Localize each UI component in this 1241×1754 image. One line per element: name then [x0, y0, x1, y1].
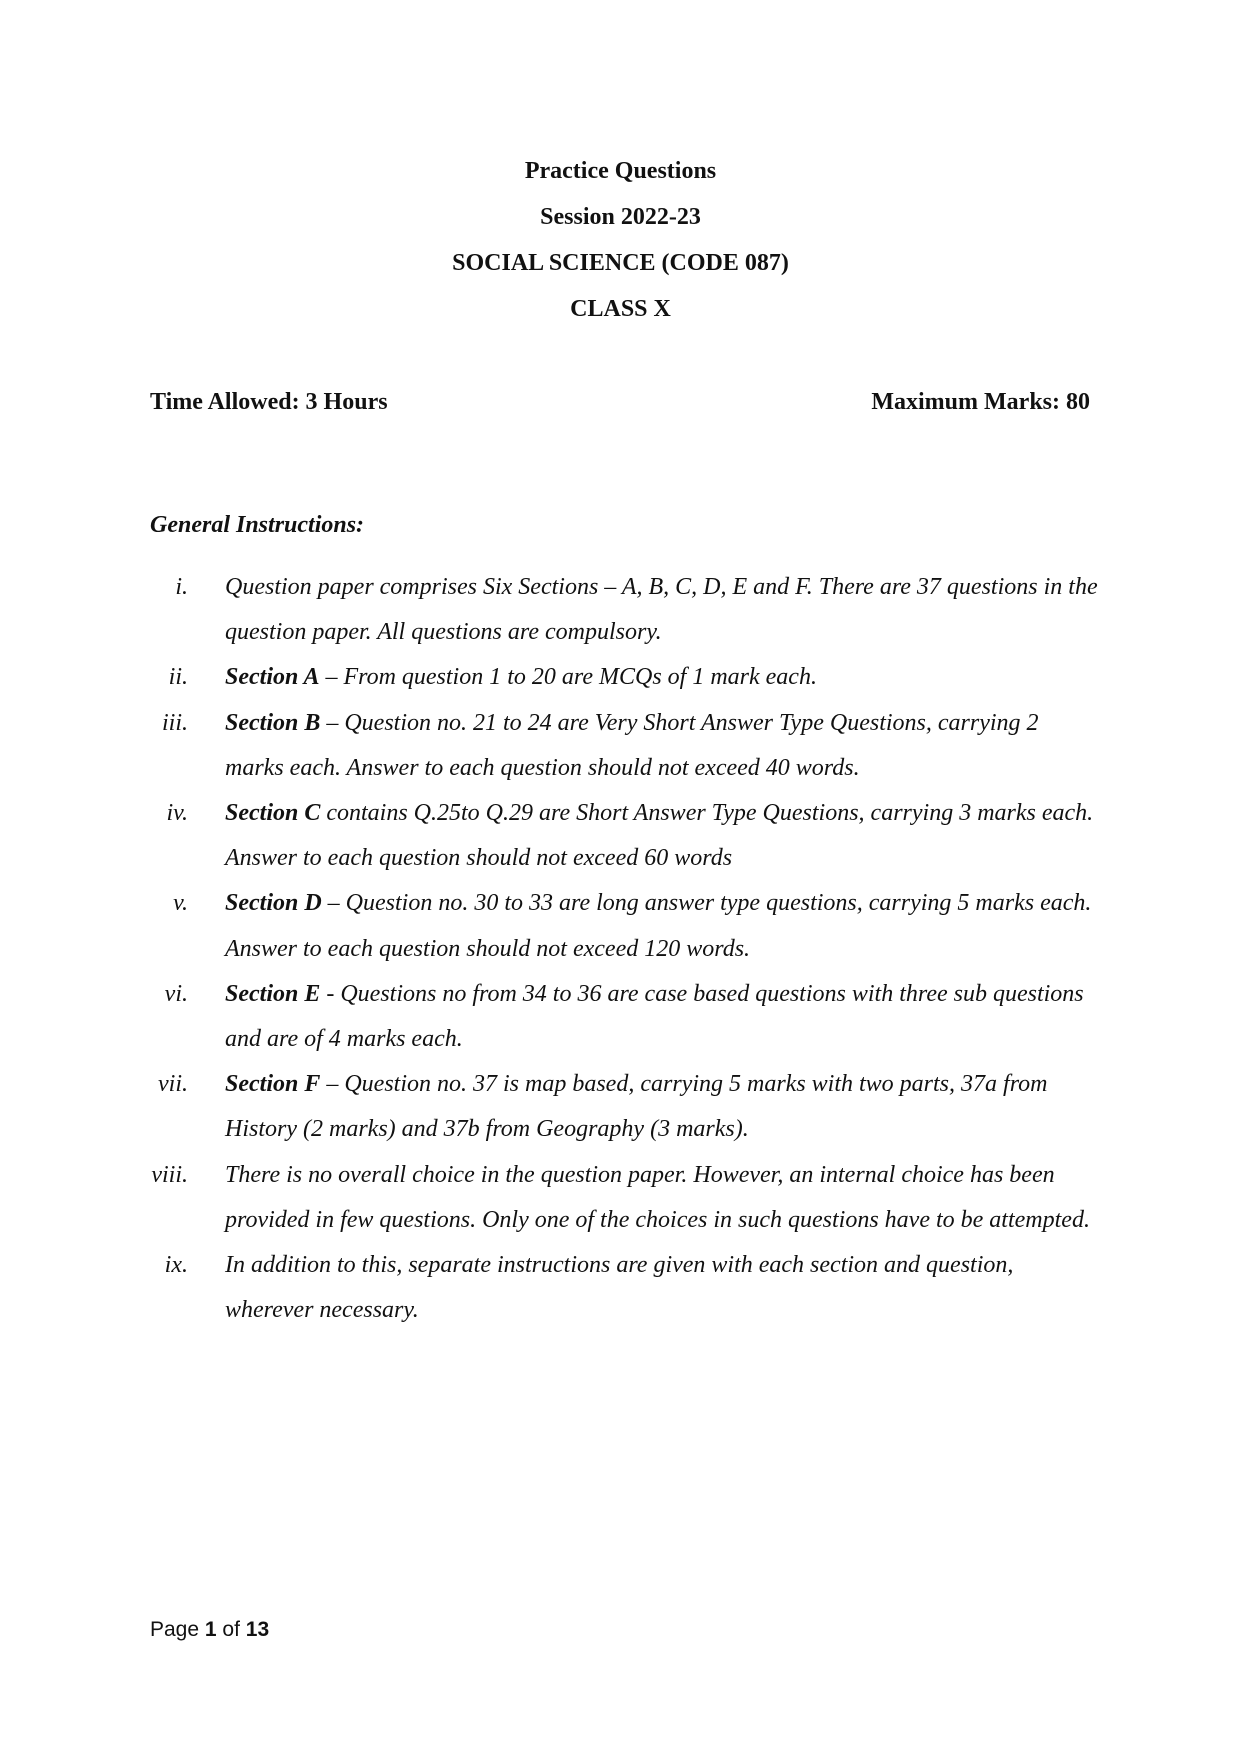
page-word: Page [150, 1618, 200, 1641]
instruction-number: ii. [168, 664, 188, 691]
instruction-section: Section D [225, 890, 322, 917]
instruction-number: iv. [166, 800, 188, 827]
instruction-text: There is no overall choice in the question paper. However, an internal choice has been provided in few questions. Only one of the choices in such questions have to be attempted. [225, 1161, 1090, 1233]
instruction-text: - Questions no from 34 to 36 are case based questions with three sub questions and are of 4 marks each. [225, 980, 1084, 1053]
instruction-item [120, 791, 1100, 881]
instruction-number: v. [173, 890, 188, 917]
instruction-item [120, 655, 1100, 700]
instruction-text: – Question no. 21 to 24 are Very Short Answer Type Questions, carrying 2 marks each. Answer to each question should not exceed 40 words. [225, 709, 1039, 781]
session-label: Session 2022-23 [540, 204, 701, 230]
instruction-text: In addition to this, separate instructions are given with each section and question, wherever necessary. [225, 1252, 1014, 1324]
of-word: of [222, 1618, 240, 1641]
instruction-section: Section C [225, 800, 321, 827]
instruction-item [120, 1062, 1100, 1152]
maximum-marks: Maximum Marks: 80 [871, 389, 1090, 415]
instruction-number: i. [175, 574, 188, 600]
instruction-number: iii. [161, 709, 188, 736]
time-allowed: Time Allowed: 3 Hours [150, 389, 388, 415]
instruction-text: Question paper comprises Six Sections – A, B, C, D, E and F. There are 37 questions in the question paper. All questions are compulsory. [225, 574, 1098, 646]
document-header [0, 148, 1241, 332]
instruction-item [120, 565, 1100, 655]
instruction-number: vi. [164, 980, 188, 1007]
instruction-item [120, 972, 1100, 1062]
instruction-number: viii. [151, 1161, 188, 1188]
instruction-text: contains Q.25to Q.29 are Short Answer Type Questions, carrying 3 marks each. Answer to each question should not exceed 60 words [225, 800, 1094, 872]
instructions-list [120, 565, 1100, 1333]
instruction-section: Section A [225, 664, 320, 691]
instruction-section: Section E [225, 980, 321, 1007]
page-total: 13 [245, 1618, 270, 1641]
page-footer [150, 1616, 269, 1644]
page-number: 1 [204, 1618, 217, 1641]
instruction-number: ix. [164, 1252, 188, 1279]
paper-title: Practice Questions [524, 158, 717, 184]
instruction-text: – From question 1 to 20 are MCQs of 1 mark each. [319, 664, 817, 691]
instruction-item [120, 1243, 1100, 1333]
instruction-number: vii. [158, 1071, 188, 1098]
instruction-item [120, 1153, 1100, 1243]
instruction-item [120, 881, 1100, 971]
instructions-heading: General Instructions: [150, 512, 365, 538]
class-label: CLASS X [570, 296, 671, 322]
subject-label: SOCIAL SCIENCE (CODE 087) [452, 250, 789, 276]
instruction-section: Section F [225, 1071, 321, 1098]
instruction-section: Section B [225, 709, 321, 736]
instruction-item [120, 701, 1100, 791]
exam-meta-row [150, 385, 1090, 419]
instruction-text: – Question no. 30 to 33 are long answer type questions, carrying 5 marks each. Answer to each question should not exceed 120 words. [225, 890, 1092, 962]
instruction-text: – Question no. 37 is map based, carrying 5 marks with two parts, 37a from History (2 marks) and 37b from Geography (3 marks). [225, 1071, 1048, 1143]
